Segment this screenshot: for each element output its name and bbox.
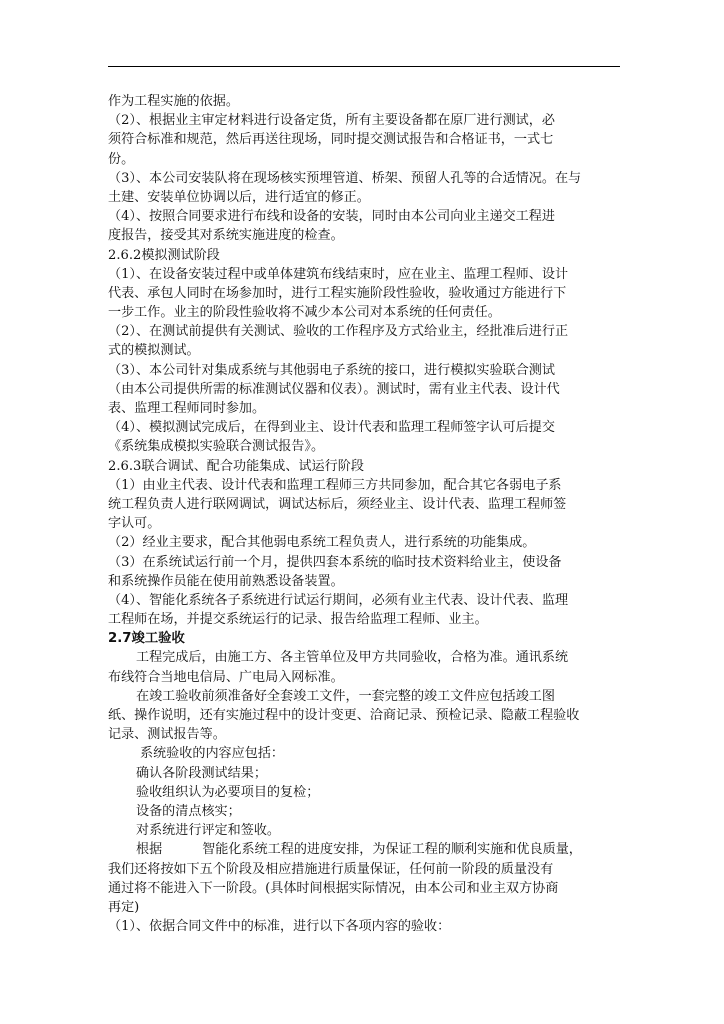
text-line: （由本公司提供所需的标准测试仪器和仪表）。测试时，需有业主代表、设计代 <box>108 381 560 397</box>
text-line: （3）、本公司针对集成系统与其他弱电子系统的接口，进行模拟实验联合测试 <box>108 362 555 378</box>
text-line: 土建、安装单位协调以后，进行适宜的修正。 <box>108 189 370 205</box>
text-line: 记录、测试报告等。 <box>108 727 226 743</box>
list-item: 验收组织认为必要项目的复检； <box>136 784 320 800</box>
text-line: 《系统集成模拟实验联合测试报告》。 <box>108 439 325 455</box>
paragraph-first-line <box>108 840 624 859</box>
text-line: 须符合标准和规范，然后再送往现场，同时提交测试报告和合格证书，一式七 <box>108 132 554 148</box>
list-item: 确认各阶段测试结果； <box>136 765 267 781</box>
text-line: 式的模拟测试。 <box>108 343 200 359</box>
text-line: （3）在系统试运行前一个月，提供四套本系统的临时技术资料给业主，使设备 <box>108 554 562 570</box>
text-line: （3）、本公司安装队将在现场核实预埋管道、桥架、预留人孔等的合适情况。在与 <box>108 170 582 186</box>
text-line: 度报告，接受其对系统实施进度的检查。 <box>108 228 344 244</box>
text-line: （1）由业主代表、设计代表和监理工程师三方共同参加，配合其它各弱电子系 <box>108 477 562 493</box>
text-line: 表、监理工程师同时参加。 <box>108 401 266 416</box>
text-line: （4）、按照合同要求进行布线和设备的安装，同时由本公司向业主递交工程进 <box>108 209 555 225</box>
text-line: 布线符合当地电信局、广电局入网标准。 <box>108 669 344 685</box>
para-rest: 智能化系统工程的进度安排，为保证工程的顺利实施和优良质量， <box>202 842 582 858</box>
header-rule <box>108 66 620 67</box>
list-intro: 系统验收的内容应包括： <box>140 746 285 762</box>
subsection-title: 2.6.2模拟测试阶段 <box>108 247 220 263</box>
text-line: 通过将不能进入下一阶段。(具体时间根据实际情况，由本公司和业主双方协商 <box>108 880 559 896</box>
text-line: 再定) <box>108 899 140 915</box>
text-line: 和系统操作员能在使用前熟悉设备装置。 <box>108 573 344 589</box>
section-heading: 2.7竣工验收 <box>108 631 185 647</box>
document-body <box>108 92 624 936</box>
text-line: （4）、模拟测试完成后，在得到业主、设计代表和监理工程师签字认可后提交 <box>108 420 555 436</box>
text-line: 我们还将按如下五个阶段及相应措施进行质量保证，任何前一阶段的质量没有 <box>108 861 554 877</box>
text-line: （2）、在测试前提供有关测试、验收的工作程序及方式给业主，经批准后进行正 <box>108 324 569 340</box>
text-line: 工程师在场，并提交系统运行的记录、报告给监理工程师、业主。 <box>108 612 488 628</box>
list-item: 对系统进行评定和签收。 <box>136 823 281 839</box>
text-line: 作为工程实施的依据。 <box>108 94 239 109</box>
text-line: 一步工作。业主的阶段性验收将不减少本公司对本系统的任何责任。 <box>108 305 501 321</box>
text-line: 字认可。 <box>108 516 161 532</box>
text-line: （2）经业主要求，配合其他弱电系统工程负责人，进行系统的功能集成。 <box>108 535 536 551</box>
text-line: 统工程负责人进行联网调试，调试达标后，须经业主、设计代表、监理工程师签 <box>108 496 567 512</box>
list-item: 设备的清点核实； <box>136 803 241 819</box>
text-line: （1）、依据合同文件中的标准，进行以下各项内容的验收： <box>108 919 451 935</box>
text-line: 代表、承包人同时在场参加时，进行工程实施阶段性验收，验收通过方能进行下 <box>108 285 567 301</box>
text-line: 份。 <box>108 151 135 167</box>
text-line: 在竣工验收前须准备好全套竣工文件，一套完整的竣工文件应包括竣工图 <box>136 688 555 704</box>
text-line: （4）、智能化系统各子系统进行试运行期间，必须有业主代表、设计代表、监理 <box>108 592 569 608</box>
text-line: 纸、操作说明，还有实施过程中的设计变更、洽商记录、预检记录、隐蔽工程验收 <box>108 708 580 723</box>
text-line: 工程完成后，由施工方、各主管单位及甲方共同验收，合格为准。通讯系统 <box>136 650 569 666</box>
text-line: （2）、根据业主审定材料进行设备定货，所有主要设备都在原厂进行测试，必 <box>108 113 555 129</box>
para-word: 根据 <box>136 842 163 858</box>
text-line: （1）、在设备安装过程中或单体建筑布线结束时，应在业主、监理工程师、设计 <box>108 266 569 282</box>
subsection-title: 2.6.3联合调试、配合功能集成、试运行阶段 <box>108 458 364 474</box>
